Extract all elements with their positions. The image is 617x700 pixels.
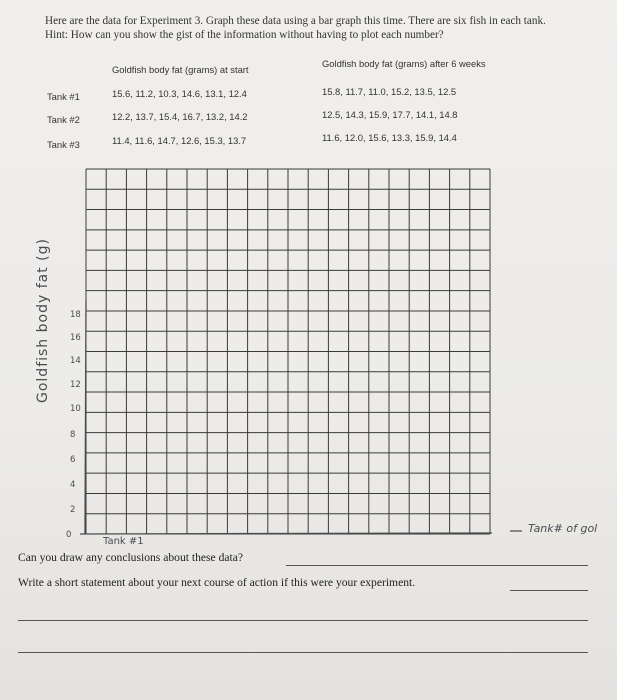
y-tick-label: 16 xyxy=(70,333,81,343)
y-tick-label: 12 xyxy=(70,380,81,390)
y-axis-handwritten-label: Goldfish body fat (g) xyxy=(35,238,51,403)
tank-label: Tank #2 xyxy=(47,114,80,125)
y-tick-label: 14 xyxy=(70,356,81,366)
x-axis-handwritten-note: Tank# of gol xyxy=(528,522,598,535)
tank-label: Tank #1 xyxy=(47,91,80,102)
y-tick-label: 8 xyxy=(70,430,76,440)
end-values: 15.8, 11.7, 11.0, 15.2, 13.5, 12.5 xyxy=(322,86,457,97)
y-tick-label: 2 xyxy=(70,505,76,515)
end-values: 12.5, 14.3, 15.9, 17.7, 14.1, 14.8 xyxy=(322,109,458,120)
y-tick-label: 10 xyxy=(70,404,81,414)
instructions-text: Here are the data for Experiment 3. Graph these data using a bar graph this time. There are six fish in each tank. Hint: How can you show the gist of the information without having to plot each number? xyxy=(45,15,546,41)
start-values: 12.2, 13.7, 15.4, 16.7, 13.2, 14.2 xyxy=(112,111,248,122)
question-next-action: Write a short statement about your next course of action if this were your experiment. xyxy=(18,576,416,589)
question-conclusions: Can you draw any conclusions about these data? xyxy=(18,551,244,564)
x-category-handwritten-label: Tank #1 xyxy=(103,536,144,547)
end-values: 11.6, 12.0, 15.6, 13.3, 15.9, 14.4 xyxy=(322,132,457,143)
answer-line xyxy=(18,620,588,621)
column-header-end: Goldfish body fat (grams) after 6 weeks xyxy=(322,58,486,69)
start-values: 11.4, 11.6, 14.7, 12.6, 15.3, 13.7 xyxy=(112,135,247,146)
answer-line xyxy=(510,590,588,591)
answer-line xyxy=(286,565,588,566)
y-tick-label: 4 xyxy=(70,480,76,490)
answer-line xyxy=(18,652,588,653)
y-tick-label: 0 xyxy=(66,530,72,540)
tank-label: Tank #3 xyxy=(47,139,80,150)
y-tick-label: 18 xyxy=(70,310,81,320)
start-values: 15.6, 11.2, 10.3, 14.6, 13.1, 12.4 xyxy=(112,88,247,99)
y-tick-label: 6 xyxy=(70,455,76,465)
column-header-start: Goldfish body fat (grams) at start xyxy=(112,64,249,75)
